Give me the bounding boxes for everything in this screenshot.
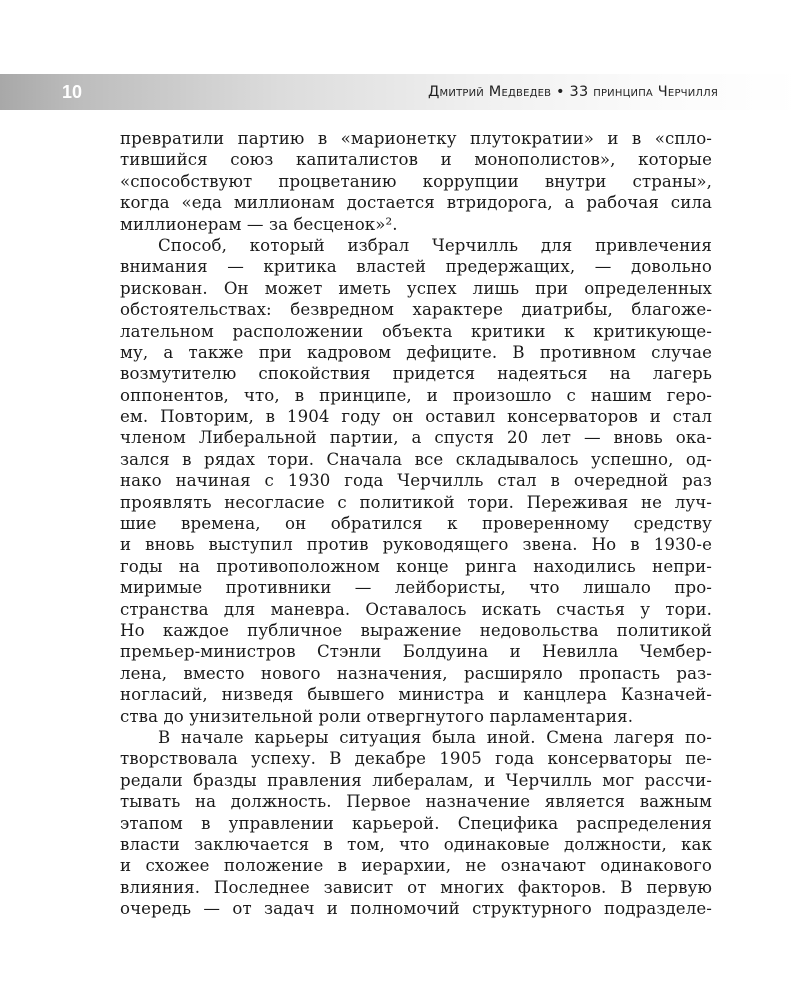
text-line: тывать на должность. Первое назначение является важным [120, 792, 712, 812]
paragraph [120, 235, 712, 727]
text-line: рискован. Он может иметь успех лишь при определенных [120, 278, 712, 298]
text-line: влияния. Последнее зависит от многих факторов. В первую [120, 877, 712, 897]
text-line: очередь — от задач и полномочий структурного подразделе- [120, 899, 712, 919]
text-line: миллионерам — за бесценок»². [120, 214, 398, 234]
text-line: лена, вместо нового назначения, расширяло пропасть раз- [120, 663, 712, 683]
text-line: лательном расположении объекта критики к критикующе- [120, 321, 712, 341]
text-line: возмутителю спокойствия придется надеяться на лагерь [120, 364, 712, 384]
text-line: зался в рядах тори. Сначала все складывалось успешно, од- [120, 449, 712, 469]
text-line: оппонентов, что, в принципе, и произошло с нашим геро- [120, 385, 712, 405]
paragraph [120, 727, 712, 920]
text-line: тившийся союз капиталистов и монополистов», которые [120, 150, 712, 170]
text-line: миримые противники — лейбористы, что лишало про- [120, 578, 712, 598]
text-line: странства для маневра. Оставалось искать счастья у тори. [120, 599, 712, 619]
text-line: внимания — критика властей предержащих, — довольно [120, 257, 712, 277]
text-line: проявлять несогласие с политикой тори. Переживая не луч- [120, 492, 712, 512]
text-line: и схожее положение в иерархии, не означают одинакового [120, 856, 712, 876]
text-line: В начале карьеры ситуация была иной. Смена лагеря по- [158, 727, 712, 747]
text-line: ногласий, низведя бывшего министра и канцлера Казначей- [120, 685, 712, 705]
text-line: Но каждое публичное выражение недовольства политикой [120, 620, 712, 640]
text-line: этапом в управлении карьерой. Специфика распределения [120, 813, 712, 833]
text-line: власти заключается в том, что одинаковые должности, как [120, 834, 712, 854]
paragraph [120, 128, 712, 235]
text-line: и вновь выступил против руководящего звена. Но в 1930-е [120, 535, 712, 555]
text-line: му, а также при кадровом дефиците. В противном случае [120, 342, 712, 362]
text-line: шие времена, он обратился к проверенному средству [120, 514, 712, 534]
text-line: творствовала успеху. В декабре 1905 года консерваторы пе- [120, 749, 712, 769]
text-line: ем. Повторим, в 1904 году он оставил консерваторов и стал [120, 407, 712, 427]
text-line: премьер-министров Стэнли Болдуина и Невилла Чембер- [120, 642, 712, 662]
text-line: «способствуют процветанию коррупции внутри страны», [120, 171, 712, 191]
text-line: нако начиная с 1930 года Черчилль стал в очередной раз [120, 471, 712, 491]
text-line: редали бразды правления либералам, и Черчилль мог рассчи- [120, 770, 712, 790]
text-line: когда «еда миллионам достается втридорога, а рабочая сила [120, 193, 712, 213]
text-line: обстоятельствах: безвредном характере диатрибы, благоже- [120, 300, 712, 320]
text-line: членом Либеральной партии, а спустя 20 лет — вновь ока- [120, 428, 712, 448]
page-number: 10 [62, 82, 83, 102]
text-line: Способ, который избрал Черчилль для привлечения [158, 235, 712, 255]
running-head: Дмитрий Медведев • 33 принципа Черчилля [428, 84, 718, 100]
text-line: превратили партию в «марионетку плутократии» и в «спло- [120, 129, 712, 148]
text-line: ства до унизительной роли отвергнутого парламентария. [120, 706, 634, 726]
body-text [120, 128, 712, 919]
text-line: годы на противоположном конце ринга находились непри- [120, 556, 712, 576]
